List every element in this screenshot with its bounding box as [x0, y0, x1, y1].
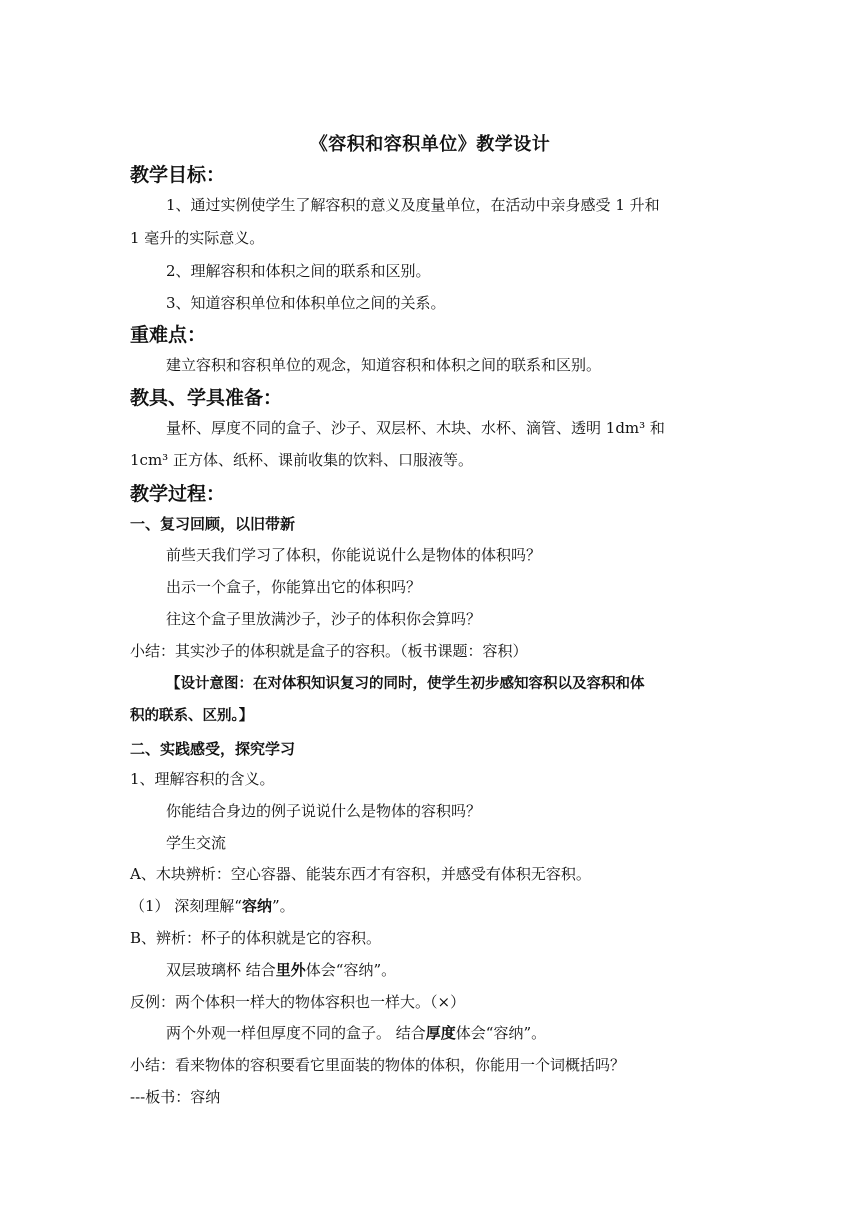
paragraph: A、木块辨析：空心容器、能装东西才有容积，并感受有体积无容积。: [130, 865, 591, 883]
paragraph: 你能结合身边的例子说说什么是物体的容积吗？: [166, 802, 482, 820]
design-intent-line-2: 积的联系、区别。】: [130, 708, 254, 724]
paragraph: 1、理解容积的含义。: [130, 770, 275, 788]
paragraph: B、辨析：杯子的体积就是它的容积。: [130, 929, 382, 947]
summary: 小结：看来物体的容积要看它里面装的物体的体积，你能用一个词概括吗？: [130, 1056, 626, 1074]
section-2-heading: 二、实践感受，探究学习: [130, 740, 296, 758]
summary: 小结：其实沙子的体积就是盒子的容积。（板书课题：容积）: [130, 642, 528, 660]
text-run: （1） 深刻理解“: [130, 897, 242, 915]
text-run: 两个外观一样但厚度不同的盒子。 结合: [166, 1024, 426, 1042]
heading-tools: 教具、学具准备：: [130, 387, 283, 409]
paragraph: [166, 960, 396, 980]
heading-key-points: 重难点：: [130, 324, 207, 346]
paragraph: 学生交流: [166, 834, 227, 852]
paragraph: 前些天我们学习了体积，你能说说什么是物体的体积吗？: [166, 546, 542, 564]
paragraph: 出示一个盒子，你能算出它的体积吗？: [166, 578, 422, 596]
objective-1-line-2: 1 毫升的实际意义。: [130, 229, 265, 247]
objective-2: 2、理解容积和体积之间的联系和区别。: [166, 262, 431, 280]
design-intent-line-1: 【设计意图：在对体积知识复习的同时，使学生初步感知容积以及容积和体: [166, 676, 645, 692]
paragraph: [130, 896, 295, 916]
text-run: 体会“容纳”。: [455, 1024, 547, 1042]
text-run: ”。: [272, 897, 295, 915]
heading-process: 教学过程：: [130, 483, 226, 505]
key-points-text: 建立容积和容积单位的观念，知道容积和体积之间的联系和区别。: [166, 356, 602, 374]
paragraph: 反例：两个体积一样大的物体容积也一样大。（×）: [130, 993, 466, 1011]
heading-objectives: 教学目标：: [130, 164, 226, 186]
text-run: 体会“容纳”。: [305, 961, 397, 979]
emphasis: 厚度: [425, 1024, 456, 1042]
section-1-heading: 一、复习回顾，以旧带新: [130, 515, 296, 533]
emphasis: 容纳: [241, 897, 272, 915]
text-run: 双层玻璃杯 结合: [166, 961, 276, 979]
paragraph: 往这个盒子里放满沙子，沙子的体积你会算吗？: [166, 610, 482, 628]
document-title: 《容积和容积单位》教学设计: [309, 134, 551, 155]
paragraph: [166, 1023, 546, 1043]
tools-line-1: 量杯、厚度不同的盒子、沙子、双层杯、木块、水杯、滴管、透明 1dm³ 和: [166, 419, 665, 437]
emphasis: 里外: [275, 961, 306, 979]
objective-1-line-1: 1、通过实例使学生了解容积的意义及度量单位，在活动中亲身感受 1 升和: [166, 196, 660, 214]
tools-line-2: 1cm³ 正方体、纸杯、课前收集的饮料、口服液等。: [130, 451, 473, 469]
objective-3: 3、知道容积单位和体积单位之间的关系。: [166, 294, 446, 312]
board-note: ---板书：容纳: [130, 1088, 221, 1106]
